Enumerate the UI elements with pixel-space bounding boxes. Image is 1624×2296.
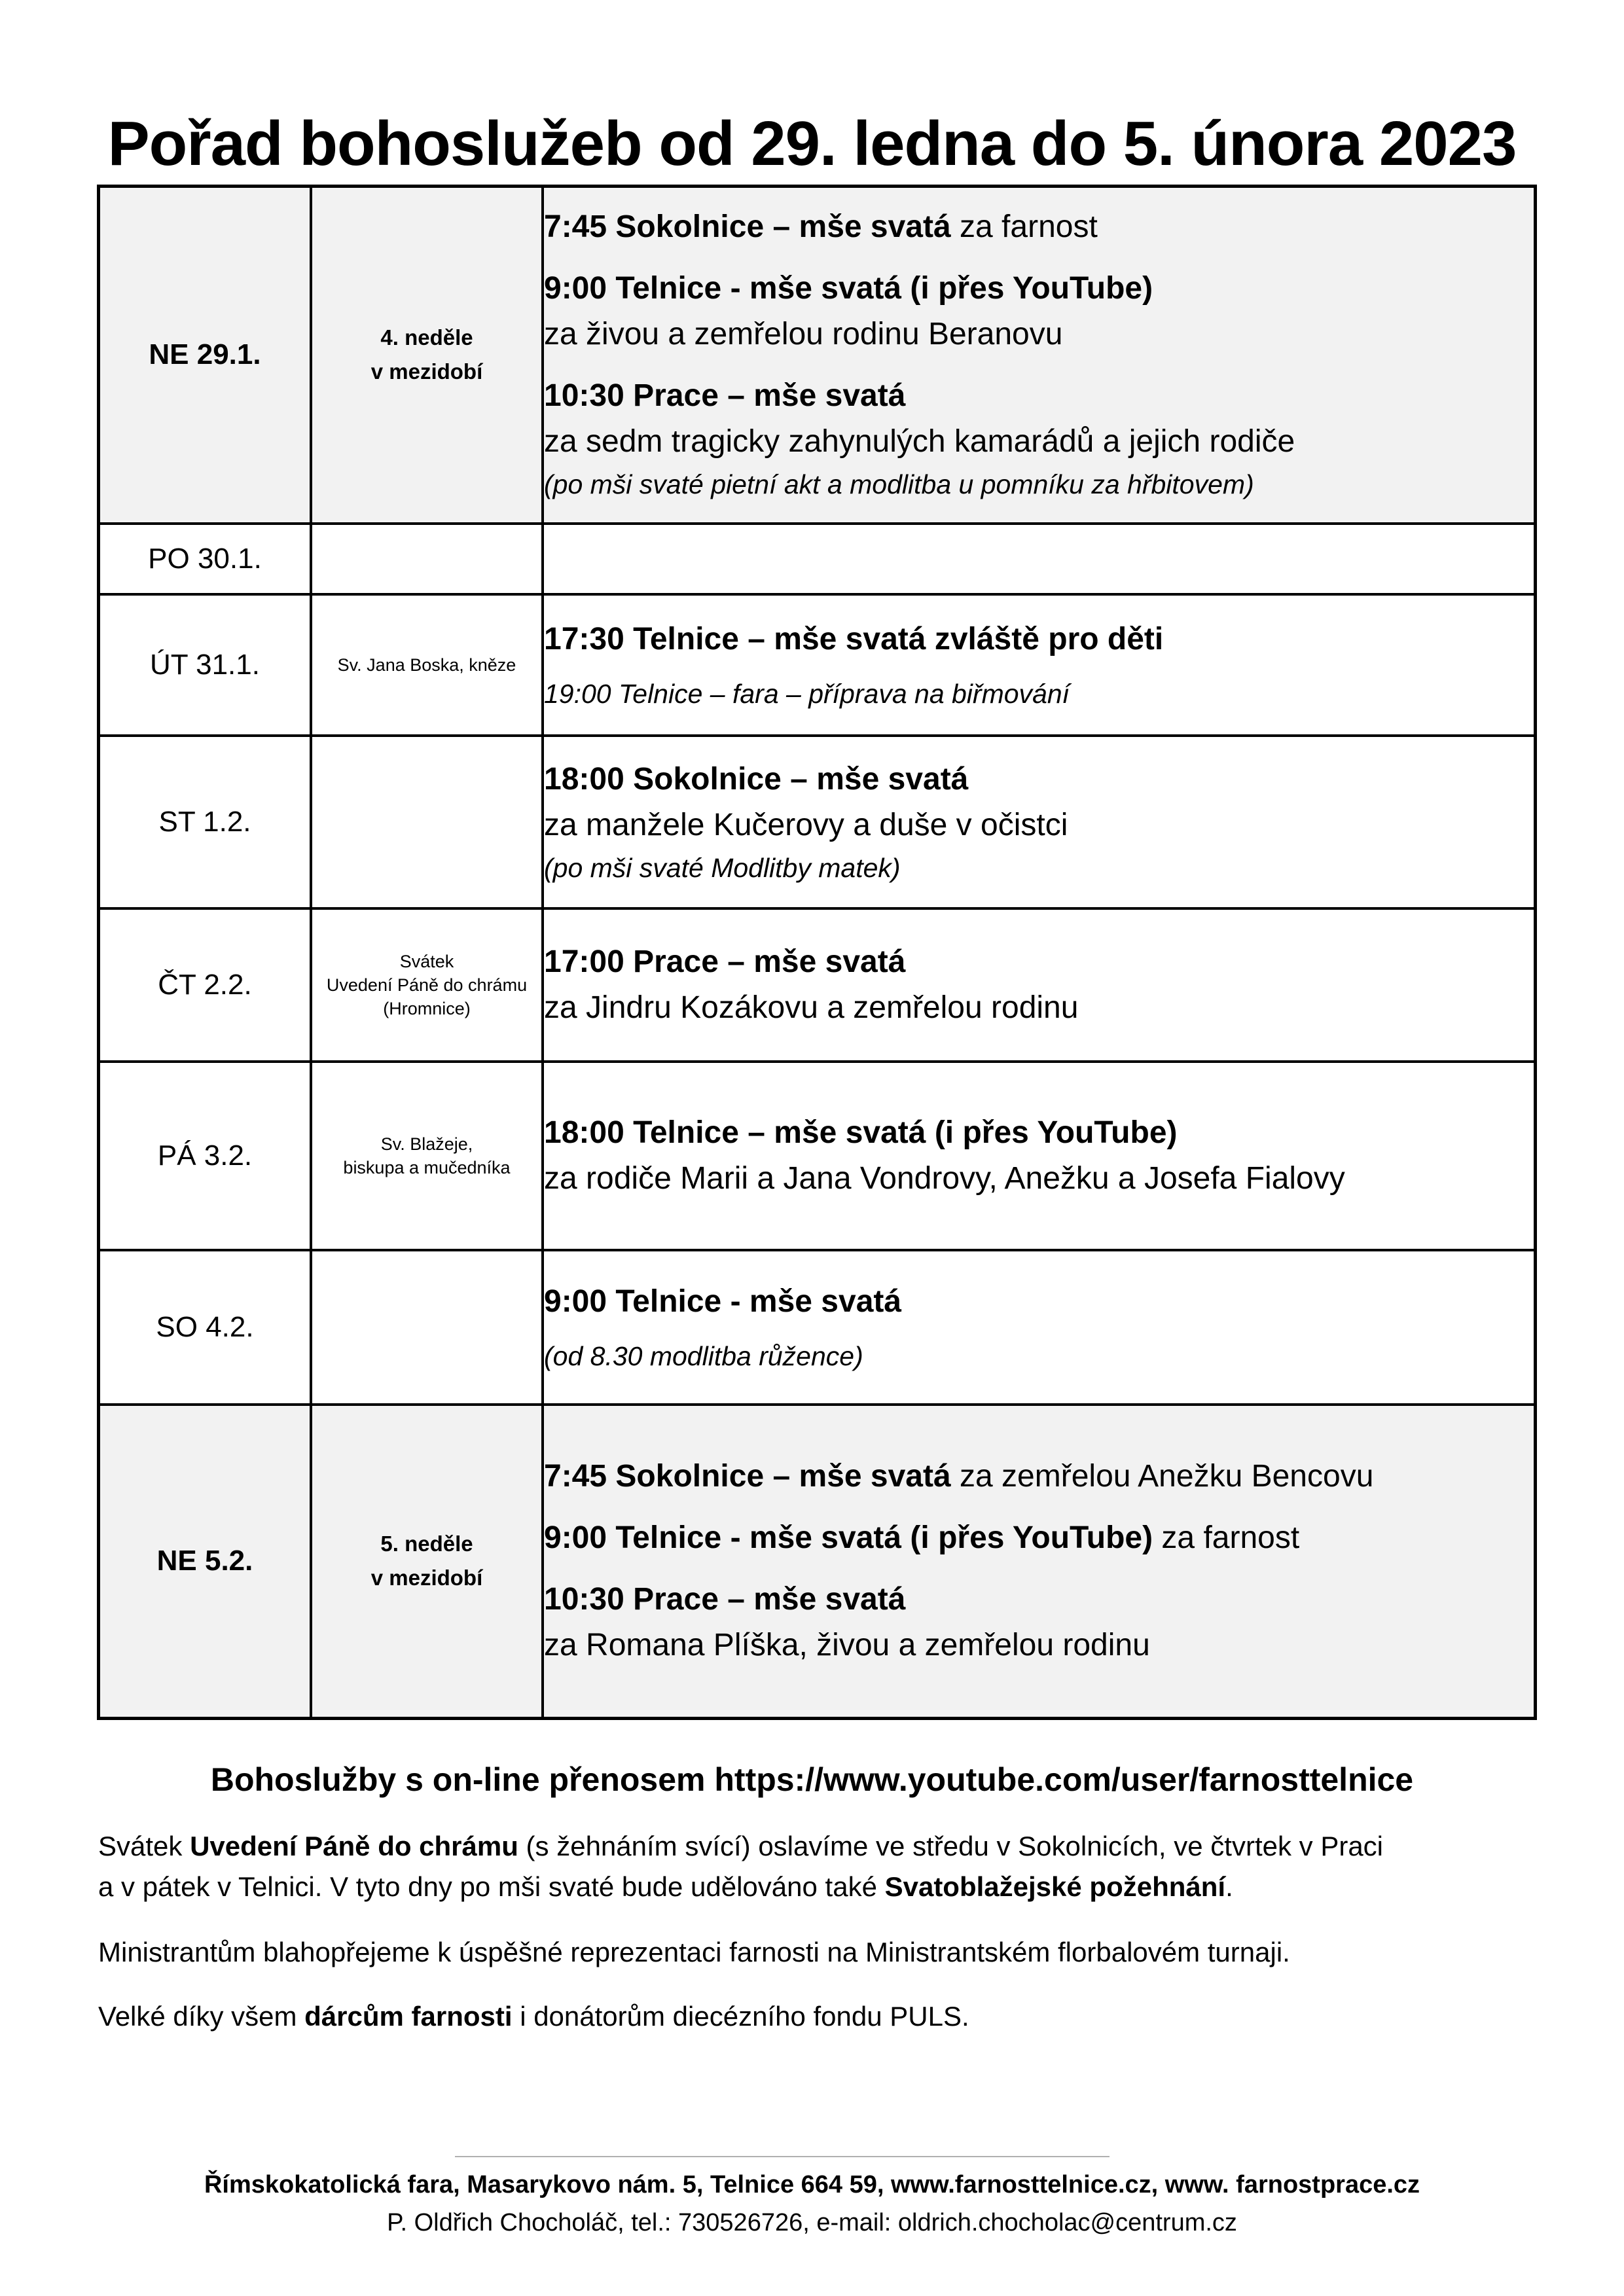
events-cell (543, 1250, 1536, 1405)
feast-cell (311, 908, 543, 1062)
feast-line: Sv. Blažeje, (380, 1134, 473, 1154)
notice-text: Svátek (98, 1831, 190, 1861)
table-row (99, 187, 1536, 524)
event-title: 9:00 Telnice - mše svatá (i přes YouTube) (544, 1520, 1153, 1556)
day-cell: ST 1.2. (99, 736, 312, 908)
event-entry (544, 1577, 1534, 1668)
events-cell (543, 1405, 1536, 1719)
table-row (99, 736, 1536, 908)
day-cell: NE 29.1. (99, 187, 312, 524)
table-row (99, 594, 1536, 736)
feast-line: Sv. Jana Boska, kněze (337, 655, 516, 675)
event-entry (544, 757, 1534, 888)
notice-highlight: Svatoblažejské požehnání (884, 1871, 1226, 1902)
day-cell: ČT 2.2. (99, 908, 312, 1062)
day-cell: PO 30.1. (99, 524, 312, 594)
notice-text: Velké díky všem (98, 2001, 305, 2032)
events-cell (543, 187, 1536, 524)
event-title: 18:00 Telnice – mše svatá (i přes YouTube) (544, 1115, 1178, 1150)
event-note: (od 8.30 modlitba růžence) (544, 1340, 863, 1371)
event-intention: za Jindru Kozákovu a zemřelou rodinu (544, 990, 1079, 1025)
event-entry (544, 1110, 1534, 1202)
event-entry (544, 939, 1534, 1031)
feast-cell (311, 736, 543, 908)
table-row (99, 908, 1536, 1062)
event-title: 9:00 Telnice - mše svatá (i přes YouTube) (544, 271, 1153, 306)
feast-line: biskupa a mučedníka (343, 1157, 511, 1177)
feast-cell (311, 187, 543, 524)
page-title: Pořad bohoslužeb od 29. ledna do 5. února 2023 (107, 109, 1517, 179)
notice-highlight: Uvedení Páně do chrámu (190, 1831, 518, 1861)
event-intention: za farnost (1153, 1520, 1300, 1556)
event-entry (544, 1454, 1534, 1499)
day-cell: NE 5.2. (99, 1405, 312, 1719)
event-title: 18:00 Sokolnice – mše svatá (544, 761, 969, 797)
event-note: (po mši svaté Modlitby matek) (544, 852, 901, 883)
event-title: 17:00 Prace – mše svatá (544, 944, 906, 979)
event-intention: za sedm tragicky zahynulých kamarádů a jejich rodiče (544, 424, 1295, 459)
event-title: 10:30 Prace – mše svatá (544, 1582, 906, 1617)
event-title: 7:45 Sokolnice – mše svatá (544, 1459, 951, 1494)
feast-cell (311, 524, 543, 594)
feast-line: v mezidobí (370, 1566, 483, 1590)
online-broadcast-heading: Bohoslužby s on-line přenosem https://www.youtube.com/user/farnosttelnice (210, 1761, 1414, 1798)
event-intention: za manžele Kučerovy a duše v očistci (544, 807, 1068, 842)
feast-cell (311, 594, 543, 736)
footer-address: Římskokatolická fara, Masarykovo nám. 5, Telnice 664 59, www.farnosttelnice.cz, www. farnostprace.cz (204, 2171, 1420, 2198)
feast-line: Uvedení Páně do chrámu (326, 975, 528, 995)
notice-text: a v pátek v Telnici. V tyto dny po mši svaté bude udělováno také (98, 1871, 885, 1902)
event-intention: za rodiče Marii a Jana Vondrovy, Anežku a Josefa Fialovy (544, 1160, 1345, 1196)
table-row (99, 1062, 1536, 1250)
event-entry (544, 204, 1534, 250)
event-intention: za Romana Plíška, živou a zemřelou rodinu (544, 1628, 1150, 1663)
event-title: 9:00 Telnice - mše svatá (544, 1283, 902, 1319)
feast-line: 5. neděle (380, 1532, 473, 1556)
feast-line: (Hromnice) (383, 998, 471, 1018)
feast-cell (311, 1062, 543, 1250)
events-cell (543, 524, 1536, 594)
event-title: 7:45 Sokolnice – mše svatá (544, 209, 951, 245)
feast-cell (311, 1250, 543, 1405)
events-cell (543, 908, 1536, 1062)
notice-text: . (1225, 1871, 1233, 1902)
events-cell (543, 594, 1536, 736)
footer-divider (455, 2156, 1110, 2157)
event-intention: za živou a zemřelou rodinu Beranovu (544, 317, 1063, 352)
notice-text: i donátorům diecézního fondu PULS. (512, 2001, 969, 2032)
table-row (99, 1250, 1536, 1405)
notice-text: (s žehnáním svící) oslavíme ve středu v Sokolnicích, ve čtvrtek v Praci (518, 1831, 1384, 1861)
event-entry (544, 266, 1534, 357)
day-cell: SO 4.2. (99, 1250, 312, 1405)
feast-line: 4. neděle (380, 325, 473, 350)
feast-line: Svátek (399, 951, 454, 971)
event-title: 10:30 Prace – mše svatá (544, 378, 906, 414)
notice-paragraph: Ministrantům blahopřejeme k úspěšné reprezentaci farnosti na Ministrantském florbalovém turnaji. (98, 1937, 1290, 1967)
day-cell: ÚT 31.1. (99, 594, 312, 736)
event-entry (544, 373, 1534, 504)
table-row (99, 524, 1536, 594)
event-title: 17:30 Telnice – mše svatá zvláště pro děti (544, 621, 1164, 656)
notice-highlight: dárcům farnosti (304, 2001, 513, 2032)
footer-contact: P. Oldřich Chocholáč, tel.: 730526726, e-mail: oldrich.chocholac@centrum.cz (387, 2209, 1237, 2236)
event-entry (544, 1279, 1534, 1376)
event-note: (po mši svaté pietní akt a modlitba u pomníku za hřbitovem) (544, 469, 1254, 500)
notice-paragraph (98, 1996, 1551, 2037)
event-intention: za zemřelou Anežku Bencovu (950, 1459, 1374, 1494)
feast-cell (311, 1405, 543, 1719)
day-cell: PÁ 3.2. (99, 1062, 312, 1250)
event-intention: za farnost (950, 209, 1098, 245)
events-cell (543, 1062, 1536, 1250)
event-note: 19:00 Telnice – fara – příprava na biřmování (544, 678, 1070, 709)
events-cell (543, 736, 1536, 908)
notice-paragraph (98, 1826, 1551, 1907)
event-entry (544, 1515, 1534, 1561)
table-row (99, 1405, 1536, 1719)
feast-line: v mezidobí (370, 359, 483, 384)
schedule-table (97, 185, 1537, 1720)
event-entry (544, 617, 1534, 713)
